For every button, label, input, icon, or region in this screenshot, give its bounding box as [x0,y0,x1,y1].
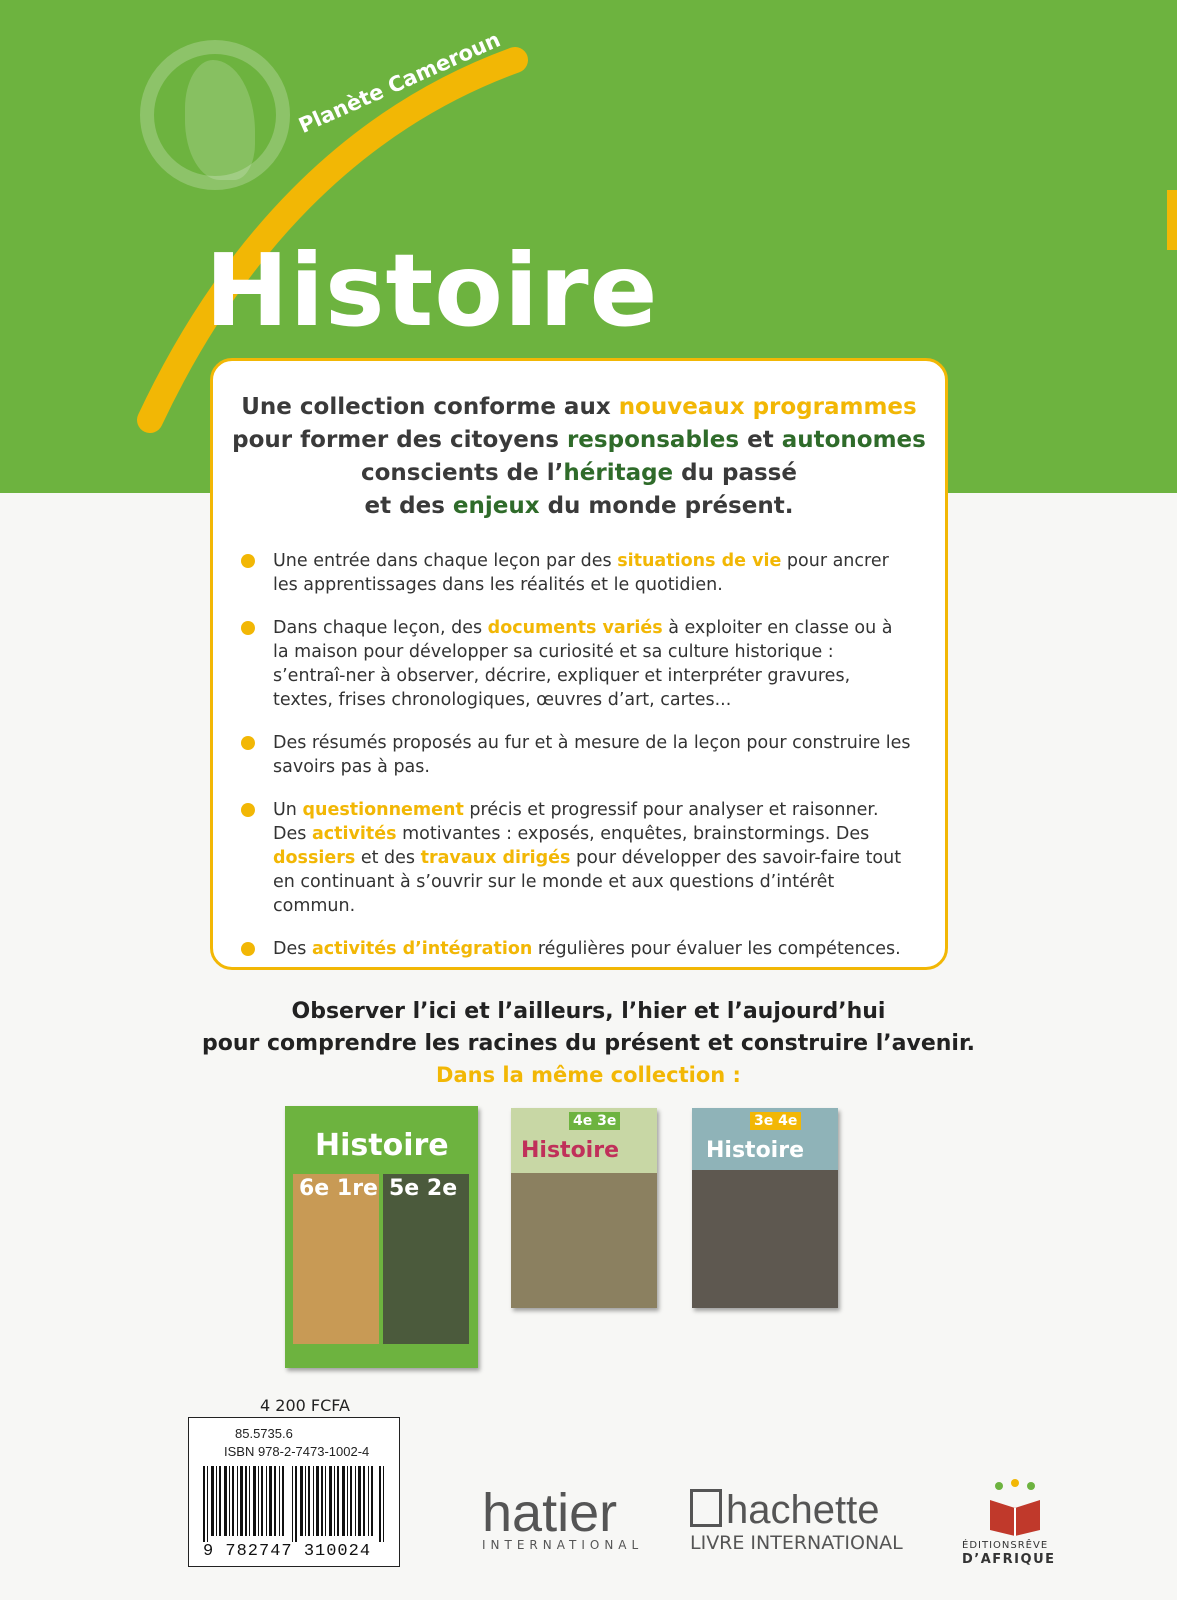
book-title: Histoire [521,1138,619,1163]
list-item: Une entrée dans chaque leçon par des situations de vie pour ancrer les apprentissages dans les réalités et le quotidien. [241,549,911,597]
product-code: 85.5735.6 [235,1426,293,1441]
bullet-icon [241,803,255,817]
book-levels: 5e 2e [389,1176,458,1201]
page-title: Histoire [205,232,659,349]
same-collection-heading: Dans la même collection : [436,1063,741,1087]
reve-book-icon [985,1478,1045,1536]
hatier-logo-sub: INTERNATIONAL [482,1538,644,1552]
list-item: Dans chaque leçon, des documents variés à exploiter en classe ou à la maison pour développer sa curiosité et sa culture historique : s’entraî-ner à observer, décrire, expliquer et interpréter gravures, textes, frises chronologiques, œuvres d’art, cartes... [241,616,911,712]
feature-list [241,549,911,980]
barcode-digits: 9 782747 310024 [203,1542,372,1561]
series-label: Planète Cameroun [295,27,504,138]
edge-tab [1167,190,1177,250]
book-cover-3e-4e [692,1108,838,1308]
book-title: Histoire [706,1138,804,1163]
bullet-icon [241,942,255,956]
barcode-bars [201,1466,389,1542]
list-item: Un questionnement précis et progressif pour analyser et raisonner. Des activités motivantes : exposés, enquêtes, brainstormings. Des dossiers et des travaux dirigés pour développer des savoir-faire tout en continuant à s’ouvrir sur le monde et aux questions d’intérêt commun. [241,798,911,918]
bullet-icon [241,736,255,750]
list-item: Des résumés proposés au fur et à mesure de la leçon pour construire les savoirs pas à pas. [241,731,911,779]
isbn: ISBN 978-2-7473-1002-4 [224,1444,370,1459]
hachette-logo-sub: LIVRE INTERNATIONAL [690,1532,903,1554]
hachette-logo: hachette [690,1488,879,1533]
book-levels: 4e 3e [569,1112,620,1130]
tagline: Observer l’ici et l’ailleurs, l’hier et l’aujourd’hui pour comprendre les racines du présent et construire l’avenir. [201,999,976,1056]
hatier-logo: hatier [482,1483,618,1543]
book-levels: 3e 4e [750,1112,801,1130]
hachette-h-icon [690,1489,722,1527]
list-item: Des activités d’intégration régulières pour évaluer les compétences. [241,937,911,961]
description-card [210,358,948,970]
bullet-icon [241,621,255,635]
book-title: Histoire [315,1128,449,1163]
book-cover-6e-5e [285,1106,478,1368]
bullet-icon [241,554,255,568]
barcode [188,1417,400,1567]
book-cover-4e-3e [511,1108,657,1308]
reve-logo-line2: D’AFRIQUE [962,1552,1056,1567]
book-levels: 6e 1re [299,1176,378,1201]
reve-logo-line1: ÉDITIONSRÊVE [962,1540,1049,1551]
price: 4 200 FCFA [260,1396,350,1415]
intro-text: Une collection conforme aux nouveaux programmes pour former des citoyens responsables et autonomes conscients de l’héritage du passé et des enjeux du monde présent. [232,394,926,519]
